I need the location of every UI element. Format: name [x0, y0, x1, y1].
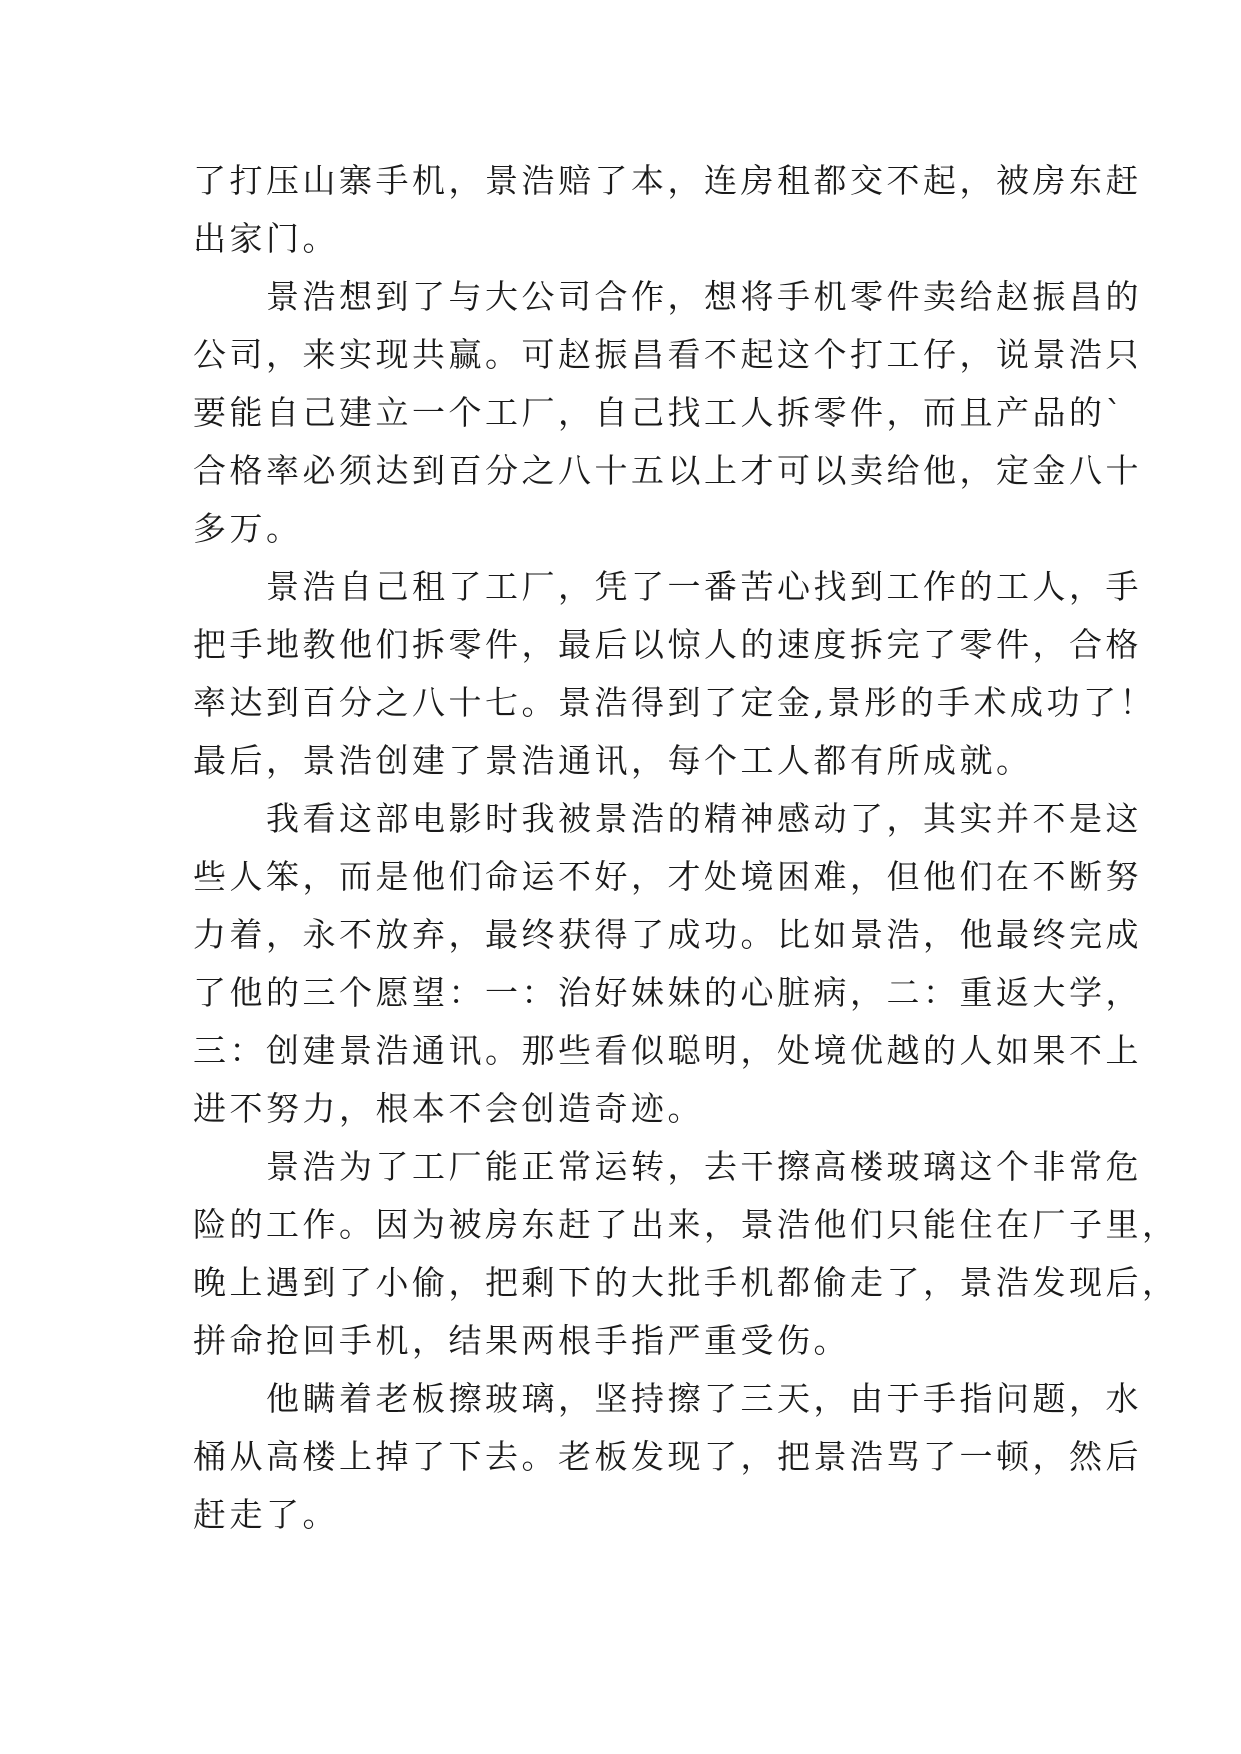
- text-line: 要能自己建立一个工厂，自己找工人拆零件，而且产品的`: [193, 393, 1126, 432]
- text-line: 险的工作。因为被房东赶了出来，景浩他们只能住在厂子里，: [193, 1205, 1179, 1244]
- text-line: 多万。: [193, 509, 303, 548]
- text-line: 了他的三个愿望：一：治好妹妹的心脏病，二：重返大学，: [193, 973, 1142, 1012]
- text-line: 拼命抢回手机，结果两根手指严重受伤。: [193, 1321, 850, 1360]
- text-line: 进不努力，根本不会创造奇迹。: [193, 1089, 704, 1128]
- text-line: 了打压山寨手机，景浩赔了本，连房租都交不起，被房东赶: [193, 161, 1142, 200]
- text-line: 率达到百分之八十七。景浩得到了定金,景彤的手术成功了！: [193, 683, 1156, 722]
- text-line: 些人笨，而是他们命运不好，才处境困难，但他们在不断努: [193, 857, 1142, 896]
- text-line: 公司，来实现共赢。可赵振昌看不起这个打工仔，说景浩只: [193, 335, 1142, 374]
- text-line: 晚上遇到了小偷，把剩下的大批手机都偷走了，景浩发现后，: [193, 1263, 1179, 1302]
- text-line: 我看这部电影时我被景浩的精神感动了，其实并不是这: [193, 799, 1142, 838]
- text-line: 景浩为了工厂能正常运转，去干擦高楼玻璃这个非常危: [193, 1147, 1142, 1186]
- text-line: 把手地教他们拆零件，最后以惊人的速度拆完了零件，合格: [193, 625, 1142, 664]
- text-line: 景浩想到了与大公司合作，想将手机零件卖给赵振昌的: [193, 277, 1142, 316]
- text-line: 他瞒着老板擦玻璃，坚持擦了三天，由于手指问题，水: [193, 1379, 1142, 1418]
- text-line: 桶从高楼上掉了下去。老板发现了，把景浩骂了一顿，然后: [193, 1437, 1142, 1476]
- text-line: 出家门。: [193, 219, 339, 258]
- document-body: [193, 152, 1179, 1544]
- text-line: 合格率必须达到百分之八十五以上才可以卖给他，定金八十: [193, 451, 1142, 490]
- text-line: 景浩自己租了工厂，凭了一番苦心找到工作的工人，手: [193, 567, 1142, 606]
- text-line: 三：创建景浩通讯。那些看似聪明，处境优越的人如果不上: [193, 1031, 1142, 1070]
- text-line: 最后，景浩创建了景浩通讯，每个工人都有所成就。: [193, 741, 1033, 780]
- text-line: 赶走了。: [193, 1495, 339, 1534]
- text-line: 力着，永不放弃，最终获得了成功。比如景浩，他最终完成: [193, 915, 1142, 954]
